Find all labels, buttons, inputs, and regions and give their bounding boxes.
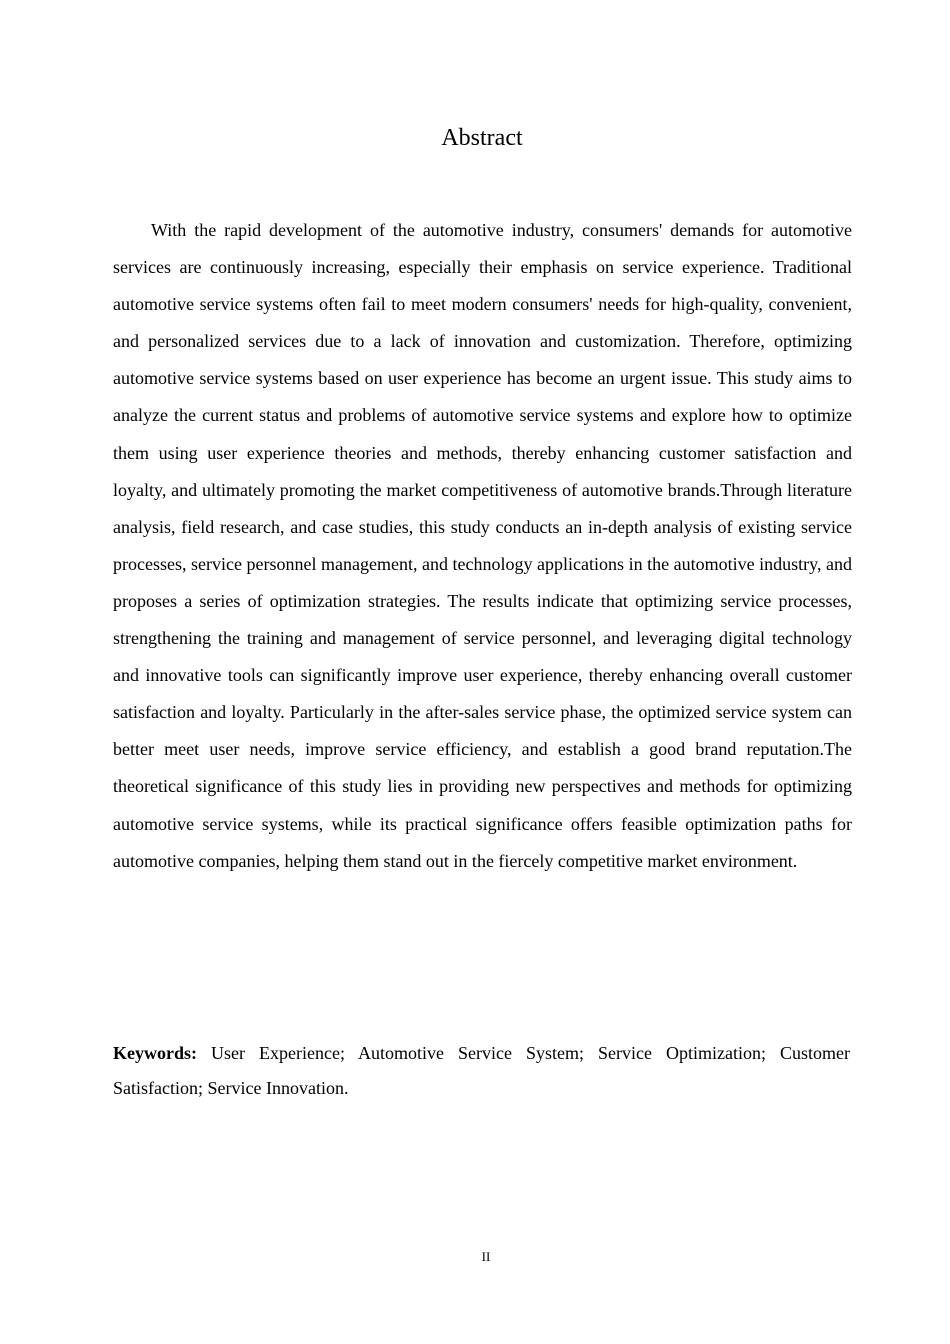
page-number: II [481, 1249, 491, 1264]
keywords-list: User Experience; Automotive Service System; Service Optimization; Customer Satisfaction; Service Innovation. [113, 1043, 850, 1098]
keywords-section [113, 1036, 850, 1106]
keywords-label: Keywords: [113, 1043, 197, 1063]
page-title: Abstract [441, 125, 523, 151]
abstract-paragraph: With the rapid development of the automotive industry, consumers' demands for automotive services are continuously increasing, especially their emphasis on service experience. Traditional automotive service systems often fail to meet modern consumers' needs for high-quality, convenient, and personalized services due to a lack of innovation and customization. Therefore, optimizing automotive service systems based on user experience has become an urgent issue. This study aims to analyze the current status and problems of automotive service systems and explore how to optimize them using user experience theories and methods, thereby enhancing customer satisfaction and loyalty, and ultimately promoting the market competitiveness of automotive brands.Through literature analysis, field research, and case studies, this study conducts an in-depth analysis of existing service processes, service personnel management, and technology applications in the automotive industry, and proposes a series of optimization strategies. The results indicate that optimizing service processes, strengthening the training and management of service personnel, and leveraging digital technology and innovative tools can significantly improve user experience, thereby enhancing overall customer satisfaction and loyalty. Particularly in the after-sales service phase, the optimized service system can better meet user needs, improve service efficiency, and establish a good brand reputation.The theoretical significance of this study lies in providing new perspectives and methods for optimizing automotive service systems, while its practical significance offers feasible optimization paths for automotive companies, helping them stand out in the fiercely competitive market environment. [113, 220, 852, 871]
